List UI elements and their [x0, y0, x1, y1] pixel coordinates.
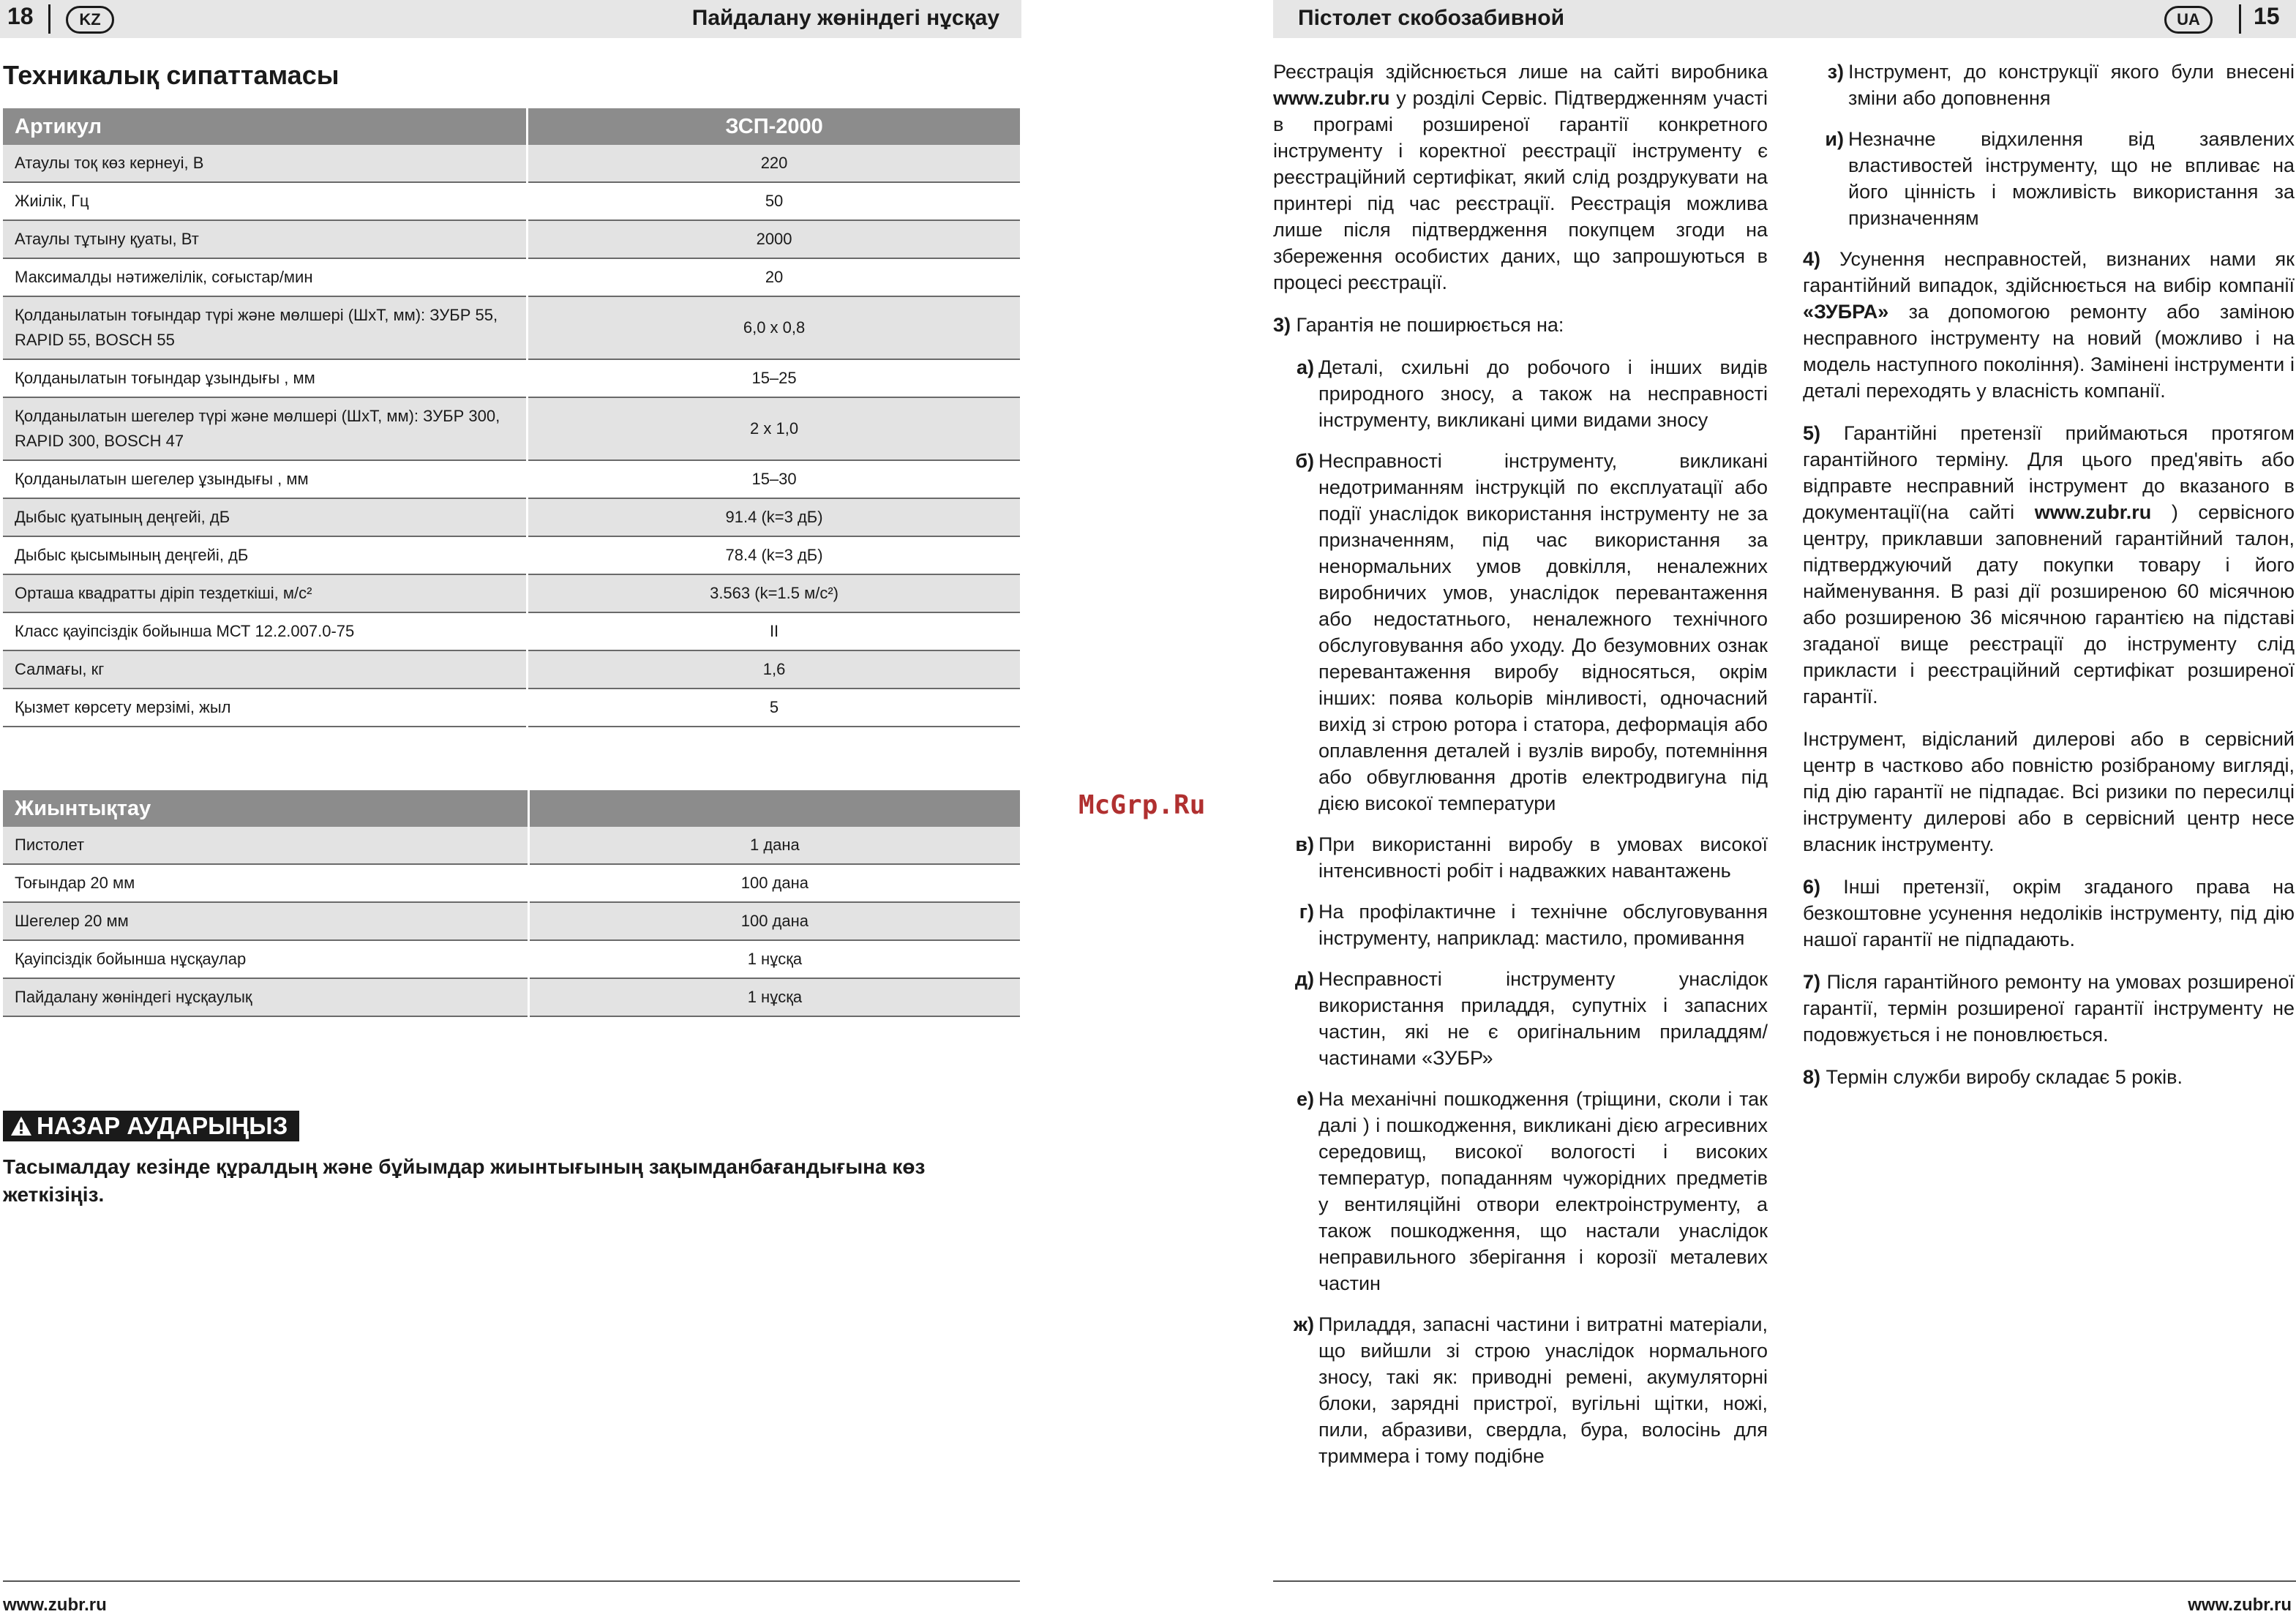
- paragraph-7: [1803, 969, 2295, 1048]
- list-item-text: Несправності інструменту унаслідок використання приладдя, супутніх і запасних частин, які не є оригінальним приладдям/частинами «ЗУБР»: [1318, 968, 1768, 1069]
- list-item-label: б): [1295, 450, 1314, 472]
- table-row: [3, 827, 1020, 864]
- table-row: [3, 498, 1020, 536]
- text-span: Гарантія не поширюється на:: [1291, 314, 1564, 336]
- row-label: Жиілік, Гц: [3, 182, 528, 220]
- table-row: [3, 359, 1020, 397]
- row-value: 6,0 х 0,8: [528, 296, 1020, 359]
- registration-paragraph: [1273, 59, 1768, 296]
- table-row: [3, 296, 1020, 359]
- table-row: [3, 182, 1020, 220]
- table-row: [3, 258, 1020, 296]
- page-number: 15: [2254, 3, 2280, 29]
- paragraph-number: 6): [1803, 876, 1821, 898]
- kit-table: [3, 790, 1020, 1017]
- table-row: [3, 145, 1020, 182]
- right-page: [1273, 0, 2296, 1617]
- list-item: [1273, 898, 1768, 951]
- watermark: McGrp.Ru: [1078, 790, 1206, 820]
- row-value: 50: [528, 182, 1020, 220]
- row-label: Қауіпсіздік бойынша нұсқаулар: [3, 940, 528, 978]
- warning-icon: [10, 1116, 32, 1136]
- row-label: Пайдалану жөніндегі нұсқаулық: [3, 978, 528, 1016]
- paragraph-8: [1803, 1064, 2295, 1090]
- table-row: [3, 650, 1020, 689]
- table-row: [3, 397, 1020, 460]
- row-value: 78.4 (k=3 дБ): [528, 536, 1020, 574]
- list-item-text: На профілактичне і технічне обслуговування інструменту, наприклад: мастило, промивання: [1318, 901, 1768, 949]
- row-label: Тоғындар 20 мм: [3, 864, 528, 902]
- text-span: за допомогою ремонту або заміною несправного інструменту на новий (можливо і на модель наступного покоління). Замінені інструменти і деталі переходять у власність компанії.: [1803, 301, 2295, 402]
- spec-header-model: ЗСП-2000: [528, 108, 1020, 145]
- table-row: [3, 978, 1020, 1016]
- row-value: 100 дана: [528, 864, 1020, 902]
- paragraph-number: 5): [1803, 422, 1821, 444]
- row-value: 1 дана: [528, 827, 1020, 864]
- table-row: [3, 940, 1020, 978]
- table-row: [3, 460, 1020, 498]
- header-title: Пайдалану жөніндегі нұсқау: [691, 6, 999, 30]
- list-item-label: з): [1827, 61, 1844, 83]
- text-span: Реєстрація здійснюється лише на сайті виробника: [1273, 61, 1768, 83]
- list-item: [1273, 1086, 1768, 1297]
- text-span: Термін служби виробу складає 5 років.: [1820, 1066, 2183, 1088]
- list-item-text: Приладдя, запасні частини і витратні матеріали, що вийшли зі строю унаслідок нормального зносу, такі як: приводні ремені, акумуляторні блоки, зарядні пристрої, вугільні щітки, ножі, пили, абразиви, свердла, бура, волосінь для триммера і тому подібне: [1318, 1313, 1768, 1467]
- text-column-2: [1803, 59, 2295, 1106]
- table-row: [3, 864, 1020, 902]
- kit-header-empty: [528, 790, 1020, 827]
- row-value: II: [528, 612, 1020, 650]
- row-value: 15–30: [528, 460, 1020, 498]
- header-divider: [2239, 4, 2241, 34]
- footer-rule: [1273, 1580, 2296, 1582]
- footer-rule: [3, 1580, 1020, 1582]
- paragraph-4: [1803, 246, 2295, 404]
- row-label: Класс қауіпсіздік бойынша МСТ 12.2.007.0-75: [3, 612, 528, 650]
- list-item-text: Незначне відхилення від заявлених властивостей інструменту, що не впливає на його цінність і можливість використання за призначенням: [1848, 128, 2295, 229]
- row-value: 2000: [528, 220, 1020, 258]
- row-value: 1,6: [528, 650, 1020, 689]
- text-column-1: [1273, 59, 1768, 1484]
- table-row: [3, 689, 1020, 727]
- row-value: 100 дана: [528, 902, 1020, 940]
- paragraph-number: 8): [1803, 1066, 1821, 1088]
- header-divider: [48, 4, 50, 34]
- row-value: 15–25: [528, 359, 1020, 397]
- language-badge: KZ: [66, 6, 114, 34]
- list-item: [1803, 126, 2295, 231]
- text-span: Інші претензії, окрім згаданого права на безкоштовне усунення недоліків інструменту, під дію нашої гарантії не підпадають.: [1803, 876, 2295, 950]
- footer-link[interactable]: www.zubr.ru: [3, 1595, 107, 1615]
- list-item-text: Деталі, схильні до робочого і інших видів природного зносу, а також на несправності інструменту, викликані цими видами зносу: [1318, 356, 1768, 431]
- row-label: Дыбыс қуатының деңгейі, дБ: [3, 498, 528, 536]
- paragraph-6: [1803, 874, 2295, 953]
- site-link[interactable]: www.zubr.ru: [2034, 501, 2152, 523]
- list-item-text: Несправності інструменту, викликані недотриманням інструкцій по експлуатації або події унаслідок використання інструменту не за призначенням, під час використання за ненормальних умов довкілля, неналежних виробничих умов, унаслідок перевантаження або недостатнього, неналежного технічного обслуговування або уходу. До безумовних ознак перевантаження виробу відносяться, окрім інших: поява кольорів мінливості, одночасний вихід зі строю ротора і статора, деформація або оплавлення деталей і вузлів виробу, потемніння або обвуглювання дротів електродвигуна під дією високої температури: [1318, 450, 1768, 814]
- row-label: Максималды нәтижелілік, соғыстар/мин: [3, 258, 528, 296]
- text-span: Після гарантійного ремонту на умовах розширеної гарантії, термін розширеної гарантії інструменту не подовжується і не поновлюється.: [1803, 971, 2295, 1046]
- header-bar: [1273, 0, 2296, 38]
- row-label: Қолданылатын шегелер ұзындығы , мм: [3, 460, 528, 498]
- list-item-label: в): [1295, 833, 1314, 855]
- row-label: Орташа квадратты діріп тездеткіші, м/с²: [3, 574, 528, 612]
- row-label: Қолданылатын шегелер түрі және мөлшері (ШхТ, мм): ЗУБР 300, RAPID 300, BOSCH 47: [3, 397, 528, 460]
- table-row: [3, 536, 1020, 574]
- table-row: [3, 612, 1020, 650]
- row-label: Пистолет: [3, 827, 528, 864]
- row-value: 220: [528, 145, 1020, 182]
- section-title: Техникалық сипаттамасы: [3, 60, 339, 90]
- row-label: Шегелер 20 мм: [3, 902, 528, 940]
- brand-name: «ЗУБРА»: [1803, 301, 1889, 323]
- paragraph-number: 4): [1803, 248, 1821, 270]
- spec-table: [3, 108, 1020, 727]
- row-value: 20: [528, 258, 1020, 296]
- paragraph-5: [1803, 420, 2295, 710]
- left-page: [0, 0, 1021, 1617]
- kit-header: Жиынтықтау: [3, 790, 528, 827]
- row-label: Қызмет көрсету мерзімі, жыл: [3, 689, 528, 727]
- table-row: [3, 574, 1020, 612]
- row-label: Қолданылатын тоғындар түрі және мөлшері (ШхТ, мм): ЗУБР 55, RAPID 55, BOSCH 55: [3, 296, 528, 359]
- exclusion-list: [1273, 354, 1768, 1469]
- header-title: Пістолет скобозабивной: [1298, 6, 1565, 30]
- list-item: [1273, 354, 1768, 433]
- row-value: 3.563 (k=1.5 м/с²): [528, 574, 1020, 612]
- text-span: Усунення несправностей, визнаних нами як гарантійний випадок, здійснюється на вибір компанії: [1803, 248, 2295, 296]
- list-item-label: а): [1296, 356, 1314, 378]
- text-span: Гарантійні претензії приймаються протягом гарантійного терміну. Для цього пред'явіть або відправте несправний інструмент до вказаного в документації(на сайті: [1803, 422, 2295, 523]
- list-item-label: и): [1825, 128, 1844, 150]
- header-bar: [0, 0, 1021, 38]
- row-label: Салмағы, кг: [3, 650, 528, 689]
- warning-banner: [3, 1111, 299, 1141]
- paragraph-number: 7): [1803, 971, 1821, 993]
- dealer-paragraph: Інструмент, відісланий дилерові або в сервісний центр в частково або повністю розібраному вигляді, під дію гарантії не підпадає. Всі ризики по пересилці інструменту дилерові або в сервісний центр несе власник інструменту.: [1803, 728, 2295, 855]
- list-item: [1273, 1311, 1768, 1469]
- row-value: 91.4 (k=3 дБ): [528, 498, 1020, 536]
- row-label: Атаулы тұтыну қуаты, Вт: [3, 220, 528, 258]
- row-label: Дыбыс қысымының деңгейі, дБ: [3, 536, 528, 574]
- warning-title: НАЗАР АУДАРЫҢЫЗ: [37, 1112, 288, 1139]
- warning-text: Тасымалдау кезінде құралдың және бұйымдар жиынтығының зақымданбағандығына көз жеткізіңіз.: [3, 1155, 926, 1206]
- row-label: Қолданылатын тоғындар ұзындығы , мм: [3, 359, 528, 397]
- text-span: ) сервісного центру, приклавши заповнений гарантійний талон, підтверджуючий дату покупки товару і його найменування. В разі дії розширеною 60 місячною або розширеною 36 місячною гарантією на підставі згаданої вище реєстрації до інструменту слід прикласти і реєстраційний сертифікат розширеної гарантії.: [1803, 501, 2295, 708]
- row-label: Атаулы тоқ көз кернеуі, В: [3, 145, 528, 182]
- language-badge: UA: [2164, 6, 2213, 34]
- exclusion-list-cont: [1803, 59, 2295, 231]
- text-span: у розділі Сервіс. Підтвердженням участі в програмі розширеної гарантії конкретного інструменту і коректної реєстрації інструменту є реєстраційний сертифікат, який слід роздрукувати на принтері під час реєстрації. Реєстрація можлива лише після підтвердження покупцем згоди на збереження особистих даних, що запрошуються в процесі реєстрації.: [1273, 87, 1768, 293]
- list-item: [1273, 448, 1768, 817]
- row-value: 1 нұсқа: [528, 978, 1020, 1016]
- list-item-label: г): [1299, 901, 1314, 923]
- list-item: [1273, 831, 1768, 884]
- row-value: 2 х 1,0: [528, 397, 1020, 460]
- table-row: [3, 220, 1020, 258]
- spec-header-article: Артикул: [3, 108, 528, 145]
- list-item: [1803, 59, 2295, 111]
- row-value: 1 нұсқа: [528, 940, 1020, 978]
- list-item-label: д): [1294, 968, 1314, 990]
- list-item: [1273, 966, 1768, 1071]
- footer-link[interactable]: www.zubr.ru: [2188, 1595, 2292, 1615]
- list-item-label: е): [1296, 1088, 1314, 1110]
- paragraph-number: 3): [1273, 314, 1291, 336]
- site-link[interactable]: www.zubr.ru: [1273, 87, 1390, 109]
- list-item-label: ж): [1293, 1313, 1314, 1335]
- list-item-text: На механічні пошкодження (тріщини, сколи і так далі ) і пошкодження, викликані дією агресивних середовищ, високої вологості і високих температур, попаданням чужорідних предметів у вентиляційні отвори електроінструменту, а також пошкодження, що настали унаслідок неправильного зберігання і корозії металевих частин: [1318, 1088, 1768, 1294]
- paragraph-3: [1273, 312, 1768, 338]
- list-item-text: Інструмент, до конструкції якого були внесені зміни або доповнення: [1848, 61, 2295, 109]
- row-value: 5: [528, 689, 1020, 727]
- list-item-text: При використанні виробу в умовах високої інтенсивності робіт і надважких навантажень: [1318, 833, 1768, 882]
- table-row: [3, 902, 1020, 940]
- page-number: 18: [7, 3, 34, 29]
